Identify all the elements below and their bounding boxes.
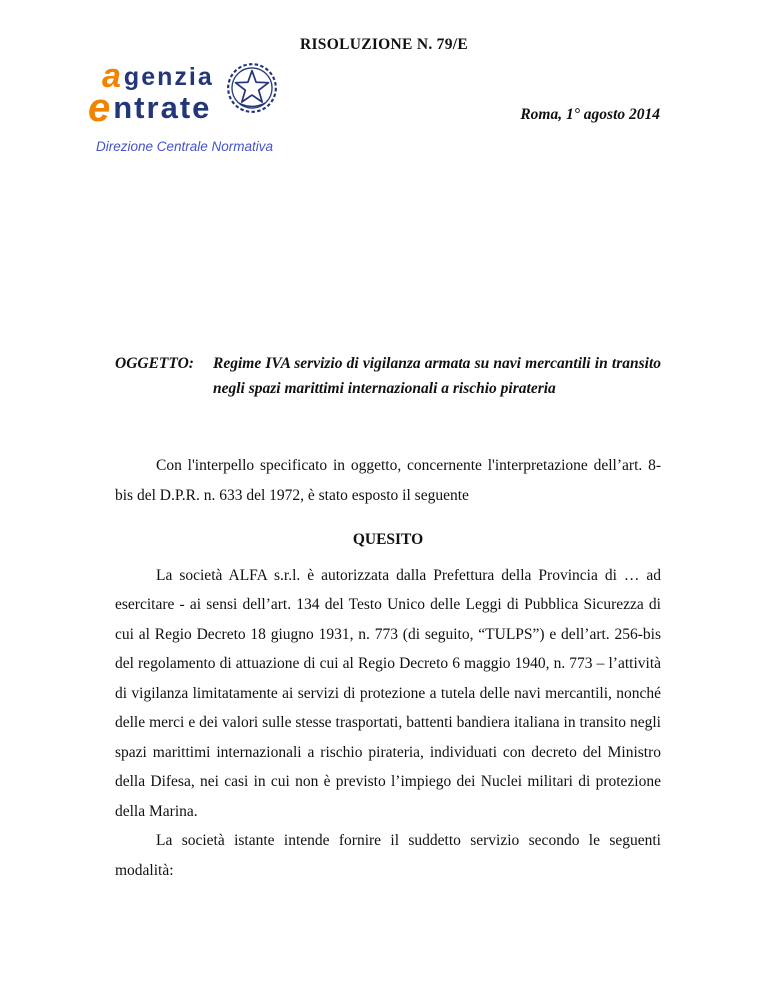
logo-word-entrate-rest: ntrate (113, 89, 212, 125)
italy-emblem-icon (226, 62, 278, 119)
intro-paragraph: Con l'interpello specificato in oggetto, concernente l'interpretazione dell’art. 8-bis del D.P.R. n. 633 del 1972, è stato esposto il seguente (115, 457, 661, 504)
agenzia-entrate-logo (88, 57, 278, 130)
document-title: RISOLUZIONE N. 79/E (299, 36, 469, 53)
department-label: Direzione Centrale Normativa (96, 139, 274, 154)
logo-word-agenzia-rest: genzia (123, 62, 214, 91)
quesito-paragraph-1: La società ALFA s.r.l. è autorizzata dalla Prefettura della Provincia di … ad esercitare - ai sensi dell’art. 134 del Testo Unico delle Leggi di Pubblica Sicurezza di cui al Regio Decreto 18 giugno 1931, n. 773 (di seguito, “TULPS”) e dell’art. 256-bis del regolamento di attuazione di cui al Regio Decreto 6 maggio 1940, n. 773 – l’attività di vigilanza limitatamente ai servizi di protezione a tutela delle navi mercantili, nonché delle merci e dei valori sulle stesse trasportati, battenti bandiera italiana in transito negli spazi marittimi internazionali a rischio pirateria, individuati con decreto del Ministro della Difesa, nei casi in cui non è previsto l’impiego dei Nuclei militari di protezione della Marina. (115, 566, 661, 820)
subject-text: Regime IVA servizio di vigilanza armata su navi mercantili in transito negli spazi marittimi internazionali a rischio pirateria (213, 355, 661, 397)
logo-letter-e: e (88, 85, 113, 130)
logo-letter-a: a (102, 57, 123, 95)
document-body (115, 352, 661, 885)
section-heading-quesito: QUESITO (352, 531, 424, 548)
place-date-line: Roma, 1° agosto 2014 (520, 106, 660, 123)
logo-word-agenzia (102, 57, 214, 95)
logo-word-entrate (88, 85, 214, 130)
logo-wordmark (88, 57, 214, 130)
subject-label: OGGETTO: (115, 355, 194, 372)
quesito-paragraph-2: La società istante intende fornire il suddetto servizio secondo le seguenti modalità: (115, 832, 661, 879)
subject-block (115, 352, 661, 401)
